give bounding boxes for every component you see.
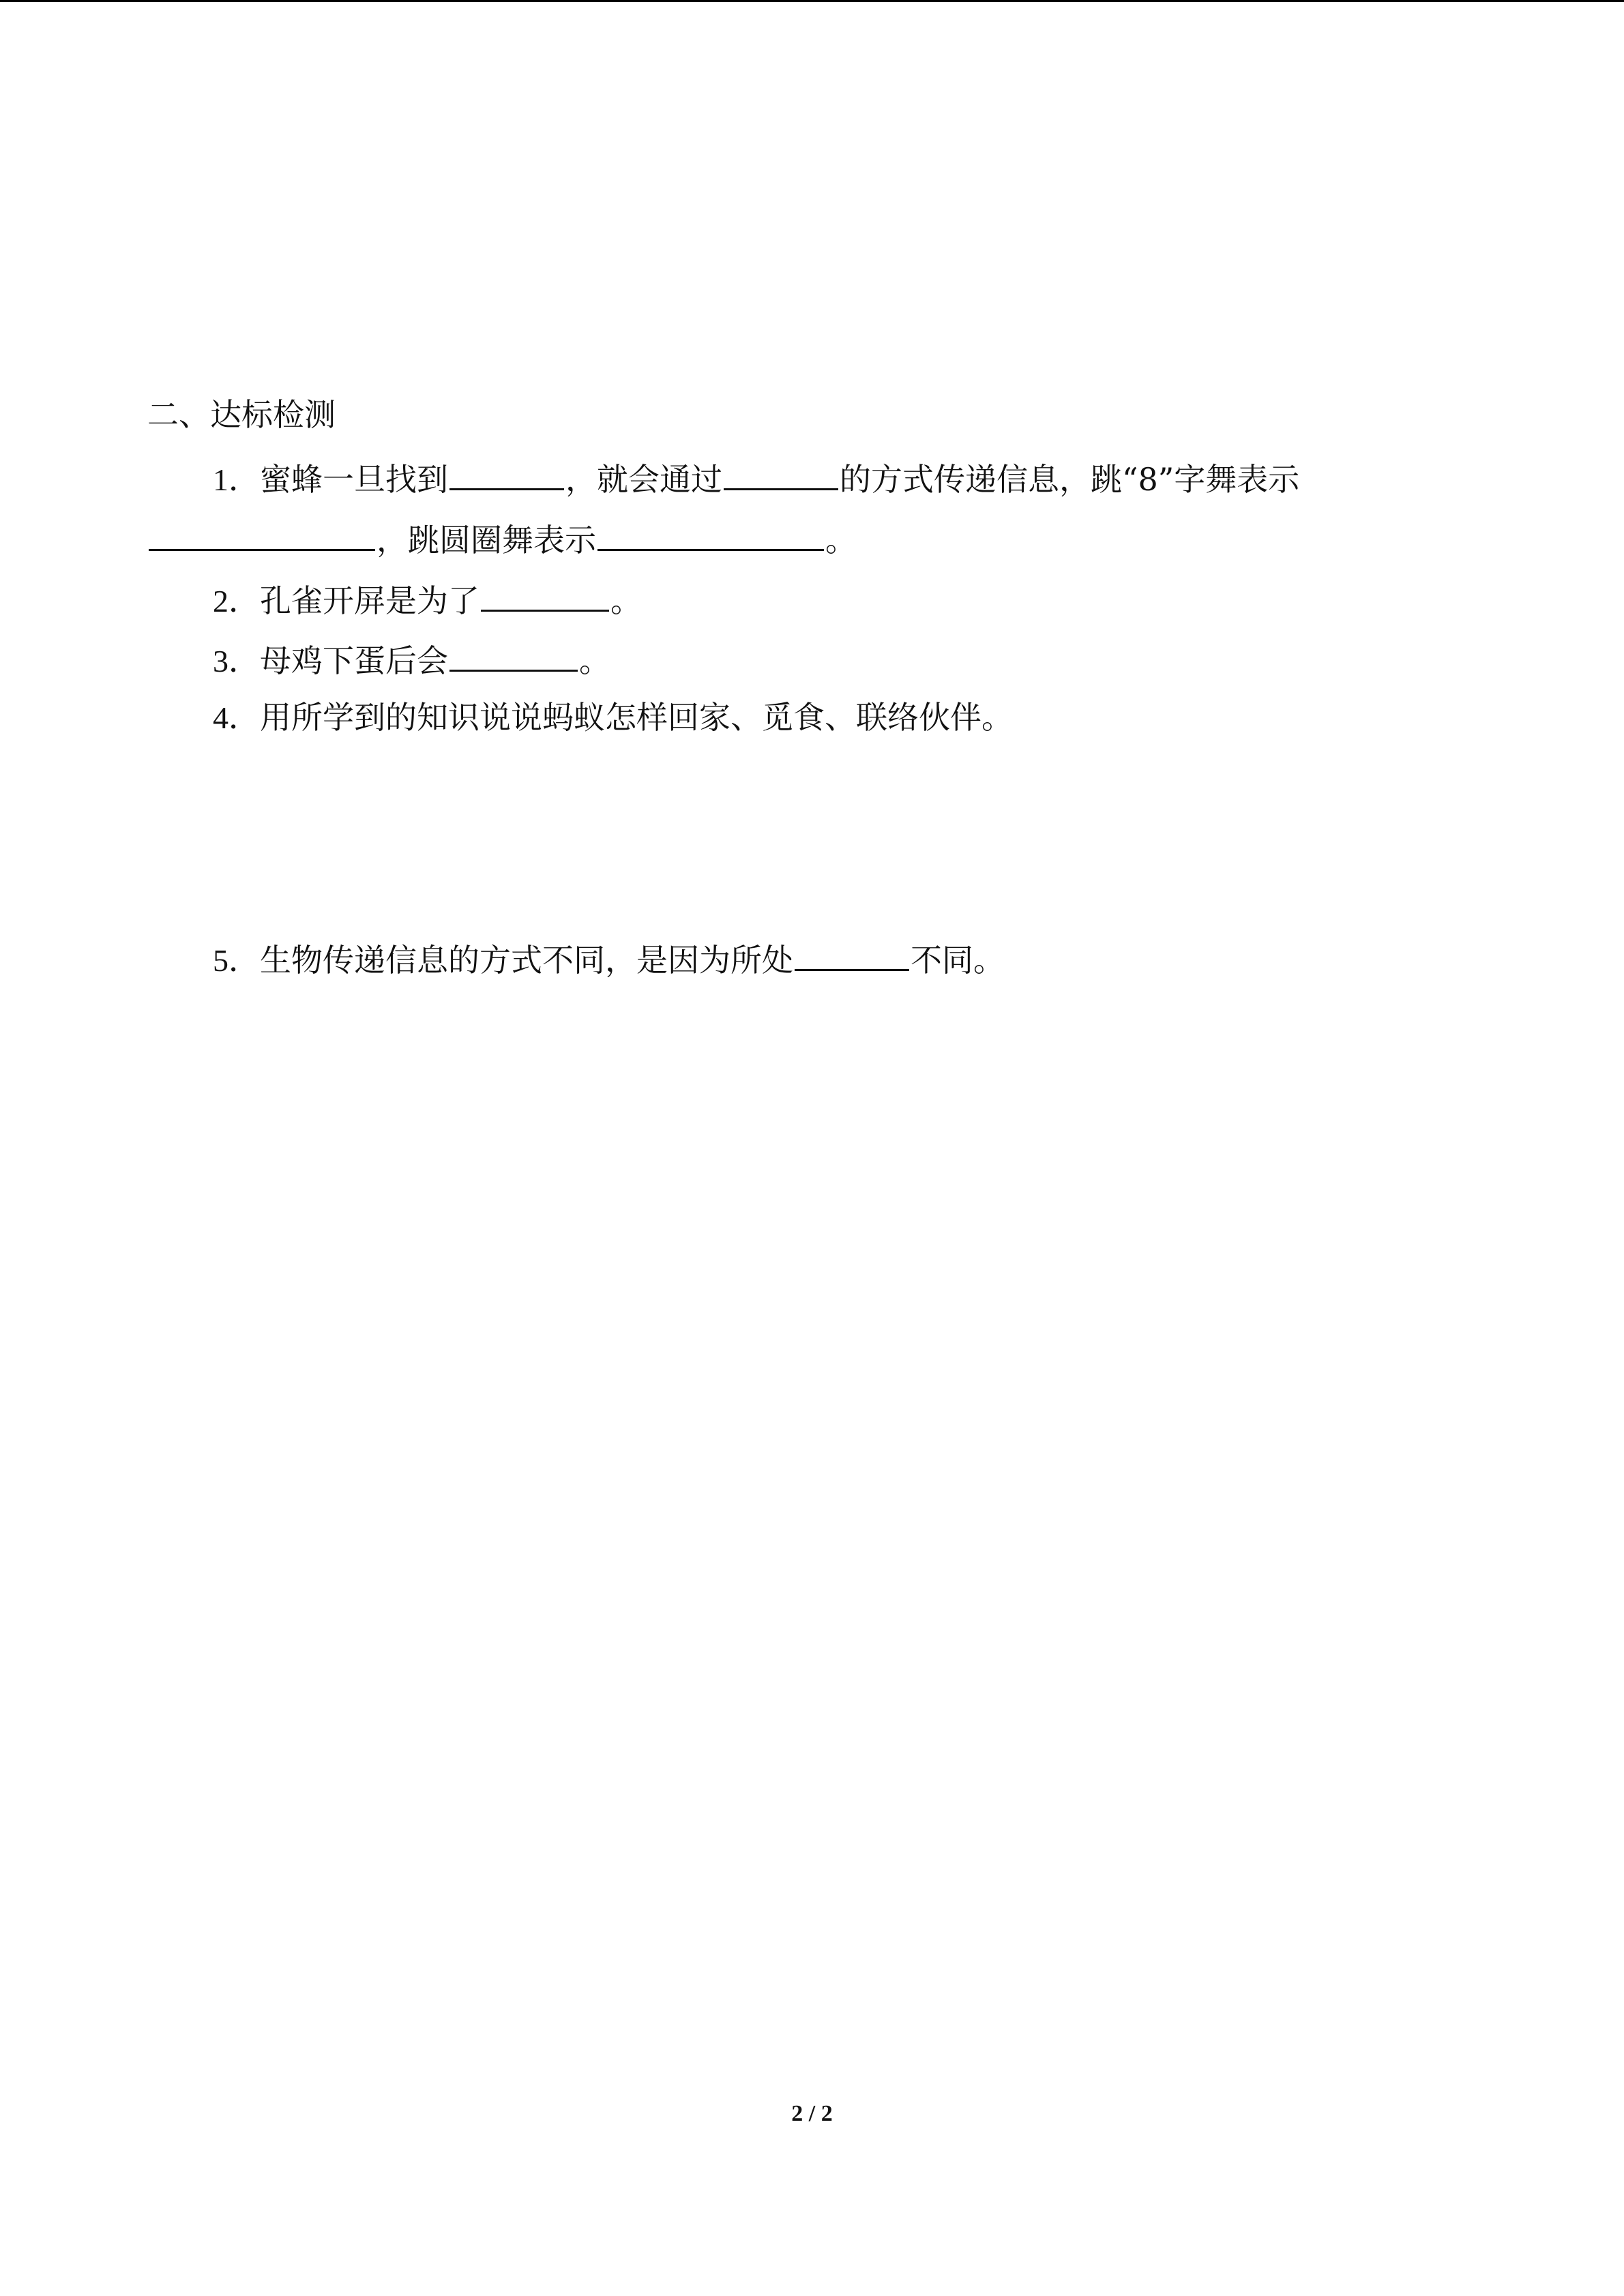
section-title: 二、达标检测 [147,396,336,433]
question-1-blank-4[interactable] [597,516,824,551]
question-5 [213,936,1005,981]
question-1-text-b: ，就会通过 [565,461,722,498]
question-1-text-e: 。 [825,522,857,558]
page-number: 2 / 2 [791,2101,833,2126]
question-2 [213,577,642,622]
question-2-number: 2． [213,584,260,618]
question-2-end: 。 [610,582,642,619]
question-5-blank[interactable] [795,936,909,971]
question-2-blank[interactable] [481,577,609,612]
question-3-number: 3． [213,644,260,679]
question-2-text: 孔雀开屏是为了 [260,582,479,619]
question-1-number: 1． [213,462,260,497]
question-1-line-1 [213,456,1299,501]
question-4-text: 用所学到的知识说说蚂蚁怎样回家、觅食、联络伙伴。 [260,699,1013,736]
question-5-number: 5． [213,943,260,978]
question-1-text-a: 蜜蜂一旦找到 [260,461,448,498]
top-border [0,0,1624,2]
question-5-text: 生物传递信息的方式不同，是因为所处 [260,942,793,979]
question-1-text-c: 的方式传递信息，跳“8”字舞表示 [840,461,1300,498]
question-3-text: 母鸡下蛋后会 [260,642,448,679]
question-1-text-d: ，跳圆圈舞表示 [377,522,596,558]
question-4 [213,697,1013,739]
question-1-blank-2[interactable] [724,456,838,490]
question-3-blank[interactable] [449,637,578,672]
question-1-blank-1[interactable] [449,456,564,490]
question-5-end: 不同。 [911,942,1005,979]
question-3 [213,637,610,682]
question-3-end: 。 [579,642,610,679]
question-4-number: 4． [213,700,260,735]
question-1-line-2 [147,516,857,561]
question-1-blank-3[interactable] [149,516,375,551]
